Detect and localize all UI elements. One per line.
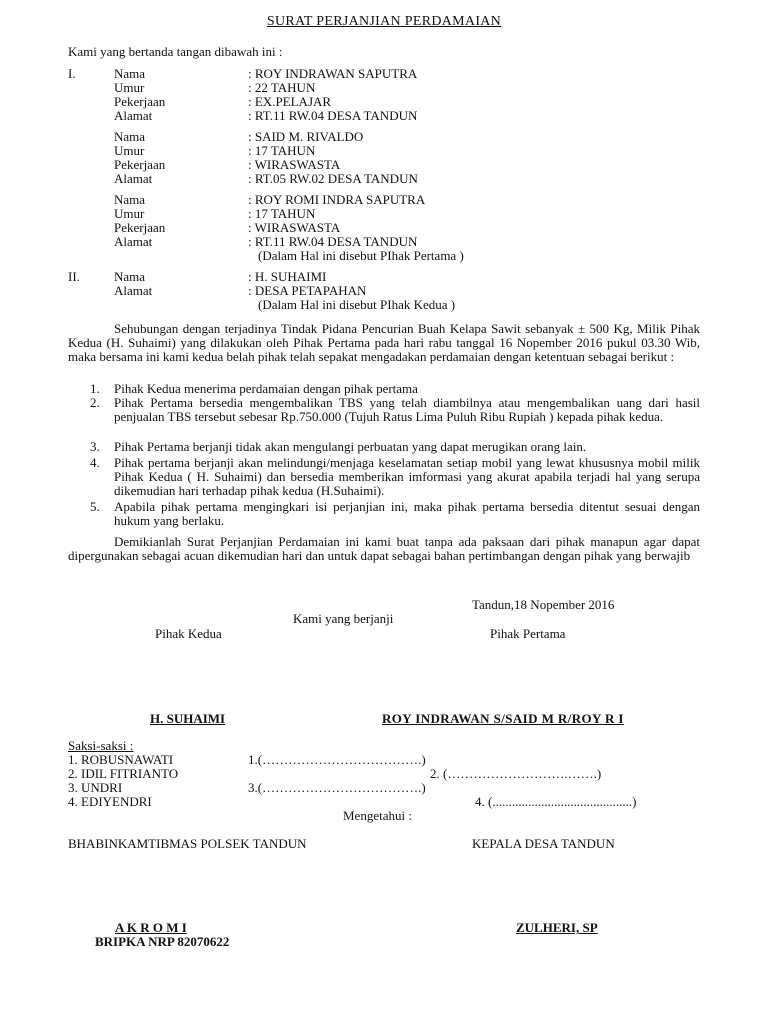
party-two-note: (Dalam Hal ini disebut PIhak Kedua ) [258, 297, 456, 312]
field-label: Pekerjaan [114, 94, 166, 109]
signatory-pihak-pertama: ROY INDRAWAN S/SAID M R/ROY R I [382, 711, 624, 726]
term-number: 2. [90, 395, 100, 410]
field-label: Umur [114, 143, 145, 158]
field-value: : WIRASWASTA [248, 157, 341, 172]
witness-name: 1. ROBUSNAWATI [68, 752, 174, 767]
mengetahui-label: Mengetahui : [343, 808, 412, 823]
party-one-roman: I. [68, 66, 76, 81]
field-value: : 17 TAHUN [248, 206, 316, 221]
witnesses-heading: Saksi-saksi : [68, 738, 134, 753]
field-label: Nama [114, 269, 146, 284]
document-title: SURAT PERJANJIAN PERDAMAIAN [266, 14, 502, 29]
field-label: Pekerjaan [114, 220, 166, 235]
term-text: Pihak Kedua menerima perdamaian dengan pihak pertama [114, 381, 418, 396]
term-text: Pihak Pertama bersedia mengembalikan TBS yang telah diambilnya atau mengembalikan uang dari hasil penjualan TBS tersebut sebesar Rp.750.000 (Tujuh Ratus Lima Puluh Ribu Rupiah ) kepada pihak kedua. [114, 395, 700, 424]
witness-name: 2. IDIL FITRIANTO [68, 766, 179, 781]
witness-name: 3. UNDRI [68, 780, 123, 795]
field-value: : H. SUHAIMI [248, 269, 327, 284]
official-left-rank: BRIPKA NRP 82070622 [95, 934, 230, 949]
signatory-pihak-kedua: H. SUHAIMI [150, 711, 226, 726]
intro-text: Kami yang bertanda tangan dibawah ini : [68, 44, 283, 59]
field-value: : ROY INDRAWAN SAPUTRA [248, 66, 418, 81]
official-left-name: A K R O M I [115, 920, 187, 935]
field-label: Alamat [114, 283, 153, 298]
field-value: : 22 TAHUN [248, 80, 316, 95]
term-number: 4. [90, 455, 100, 470]
term-number: 1. [90, 381, 100, 396]
field-label: Umur [114, 206, 145, 221]
witness-signature-line: 1.(……………………………….) [248, 752, 426, 767]
field-value: : WIRASWASTA [248, 220, 341, 235]
witness-name: 4. EDIYENDRI [68, 794, 152, 809]
field-value: : RT.11 RW.04 DESA TANDUN [248, 234, 418, 249]
witness-signature-line: 4. (...........................................) [475, 794, 637, 809]
field-value: : EX.PELAJAR [248, 94, 332, 109]
field-label: Umur [114, 80, 145, 95]
witness-signature-line: 3.(……………………………….) [248, 780, 426, 795]
field-label: Nama [114, 66, 146, 81]
field-label: Pekerjaan [114, 157, 166, 172]
field-value: : RT.11 RW.04 DESA TANDUN [248, 108, 418, 123]
pihak-pertama-label: Pihak Pertama [490, 626, 566, 641]
official-left-title: BHABINKAMTIBMAS POLSEK TANDUN [68, 836, 307, 851]
pihak-kedua-label: Pihak Kedua [155, 626, 222, 641]
field-value: : ROY ROMI INDRA SAPUTRA [248, 192, 426, 207]
body-paragraph: Sehubungan dengan terjadinya Tindak Pidana Pencurian Buah Kelapa Sawit sebanyak ± 500 Kg, Milik Pihak Kedua (H. Suhaimi) yang dilakukan oleh Pihak Pertama pada hari rabu tanggal 16 Nopember 2016 pukul 03.30 Wib, maka bersama ini kami kedua belah pihak telah sepakat mengadakan perdamaian dengan ketentuan sebagai berikut : [68, 321, 700, 364]
witness-signature-line: 2. (……………………….…….) [430, 766, 602, 781]
kami-berjanji: Kami yang berjanji [293, 611, 394, 626]
party-one-note: (Dalam Hal ini disebut PIhak Pertama ) [258, 248, 464, 263]
closing-paragraph: Demikianlah Surat Perjanjian Perdamaian ini kami buat tanpa ada paksaan dari pihak manapun agar dapat dipergunakan sebagai acuan dikemudian hari dan untuk dapat sebagai bahan pertimbangan dengan pihak yang berwajib [68, 534, 700, 563]
official-right-name: ZULHERI, SP [516, 920, 598, 935]
term-text: Pihak pertama berjanji akan melindungi/menjaga keselamatan setiap mobil yang lewat khususnya mobil milik Pihak Kedua ( H. Suhaimi) dan bersedia memberikan imformasi yang akurat apabila terjadi hal yang serupa dikemudian hari terhadap pihak kedua (H.Suhaimi). [114, 455, 700, 498]
field-label: Nama [114, 129, 146, 144]
field-value: : 17 TAHUN [248, 143, 316, 158]
term-number: 5. [90, 499, 100, 514]
field-value: : SAID M. RIVALDO [248, 129, 364, 144]
term-text: Pihak Pertama berjanji tidak akan mengulangi perbuatan yang dapat merugikan orang lain. [114, 439, 587, 454]
place-date: Tandun,18 Nopember 2016 [472, 597, 615, 612]
field-label: Alamat [114, 108, 153, 123]
field-value: : DESA PETAPAHAN [248, 283, 367, 298]
field-label: Alamat [114, 171, 153, 186]
field-label: Alamat [114, 234, 153, 249]
term-text: Apabila pihak pertama mengingkari isi perjanjian ini, maka pihak pertama bersedia ditentut sesuai dengan hukum yang berlaku. [114, 499, 700, 528]
field-label: Nama [114, 192, 146, 207]
official-right-title: KEPALA DESA TANDUN [472, 836, 615, 851]
party-two-roman: II. [68, 269, 80, 284]
field-value: : RT.05 RW.02 DESA TANDUN [248, 171, 418, 186]
term-number: 3. [90, 439, 100, 454]
